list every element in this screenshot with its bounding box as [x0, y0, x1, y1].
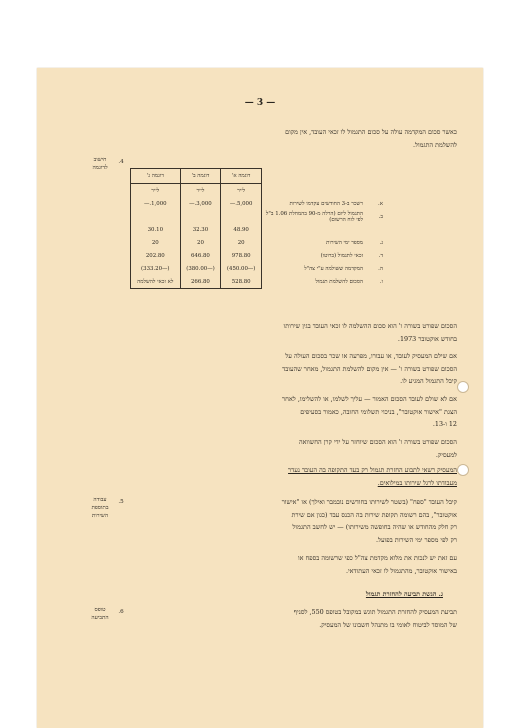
paragraph: הסכום שפורט בשורה ו' הוא הסכום שיוחזר על ידי קרן החשוואה למעסיק. — [298, 438, 457, 459]
intro-line: להשלמת התגמול. — [412, 141, 457, 149]
paragraph: אם לא שולם לעובד הסכום האמור — עליך לשלמו, או להשלימו, לאחר הצגת "אישור אוקטובר", בניכוי תשלומי החובה, כאמור בסעיפים 12 ו-13. — [282, 395, 457, 428]
unit-label: לייר — [221, 184, 262, 198]
document-page — [37, 68, 483, 728]
paragraph: תביעת המעסיק להחזרת התגמול תוגש במקובל בטופס 550, לסניף של המוסד לביטוח לאומי בו מתנהל חשבונו של המעסיק. — [293, 608, 457, 629]
page-number: — 3 — — [244, 98, 276, 108]
section-title: חישוב לדוגמה — [92, 157, 108, 171]
section-number: 5. — [118, 499, 124, 505]
table-row: 48.90 32.30 30.10 — [131, 223, 387, 236]
section-title: עבודה בתוספת השירות — [91, 497, 109, 519]
paragraph: הסכום שפורט בשורה ו' הוא סכום ההשלמה לו זכאי העובד בגין שירותו בחודש אוקטובר 1973. — [283, 322, 457, 343]
punch-hole — [457, 381, 469, 393]
table-row: ג. מספר ימי השירות 20 20 20 — [131, 236, 387, 249]
column-header: דוגמה ג' — [131, 169, 181, 184]
paragraph: עם זאת יש לנכות את מלוא מקדמת צה"ל כפי שרשומה בספח או באישור אוקטובר, מהתגמול לו זכאי העתודאי. — [297, 554, 457, 575]
section-number: 4. — [118, 159, 124, 165]
unit-label: לייר — [180, 184, 221, 198]
intro-line: כאשר סכום המקדמה עולה על סכום התגמול לו זכאי העובד, אין מקום — [285, 128, 457, 136]
table-row: ו. הסכום להשלמת תגמול 528.80 266.80 לא זכאי להשלמה — [131, 275, 387, 289]
unit-label: לייר — [131, 184, 181, 198]
column-header: דוגמה א' — [221, 169, 262, 184]
section-heading: ג. הגשת תביעה להחזרת תגמול — [365, 590, 443, 598]
paragraph: אם שילם המעסיק לעובד, או עבורו, מפרעה או שכר בסכום העולה על הסכום שפורט בשורה ו' — אין מקום להשלמת התגמול, מאחר שהעובד קיבל התגמול המגיע לו. — [282, 352, 457, 385]
table-row: ד. זכאי לתגמול (ברוטו) 978.80 646.80 202.80 — [131, 249, 387, 262]
punch-hole — [457, 464, 469, 476]
paragraph: המעסיק רשאי לתבוע החזרת תגמול רק בעד התקופה בה העובד נעדר מעבודתו לרגל שירותו במילואים. — [288, 466, 457, 487]
paragraph: קיבל העובד "ספח" (בשטר לשירותו בחודשים נובמבר ואילך) או "אישור אוקטובר", בהם רשומה תקופת שירות בה הכנס עבד (כגון אם שירת רק חלק מהחודש או שהיה בחופשה משירותו) — יש לחשב התגמול רק לפי מספר ימי השירות בפועל. — [281, 498, 457, 544]
section-number: 6. — [118, 609, 124, 615]
section-title: טופס התביעה — [91, 607, 109, 621]
column-header: דוגמה ב' — [180, 169, 221, 184]
example-calculation-table — [130, 168, 386, 289]
table-row: ב. התגמול ליום (הרלה מ-90 בהמחלת 1.06 ב"ל לפי לוח הרשום) — [131, 210, 387, 223]
table-row: א. רשכר ב-3 החודשים עקדמו לשירות 5,000.— 3,000.— 1,000.— — [131, 197, 387, 210]
table-row: ה. המקדמה ששולמה ע"י צה"ל (—450.00) (—380.00) (—333.20) — [131, 262, 387, 275]
